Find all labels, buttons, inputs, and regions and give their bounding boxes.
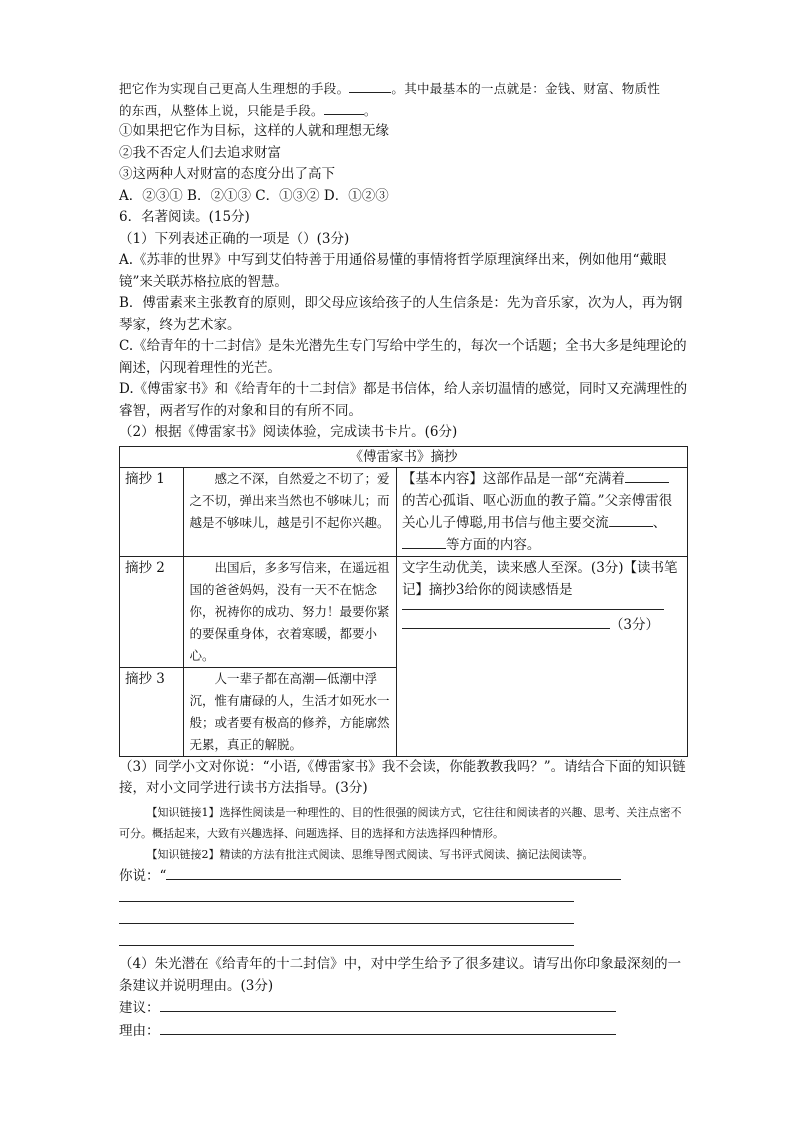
excerpt-label: 摘抄 3 (120, 667, 184, 756)
option-2: ②我不否定人们去追求财富 (119, 144, 281, 161)
reason-line: 理由： (119, 1020, 690, 1043)
answer-line[interactable] (402, 609, 664, 610)
question-6-3-stem: （3）同学小文对你说：“小语,《傅雷家书》我不会读，你能教教我吗？”。请结合下面的知识链接，对小文同学进行读书方法指导。(3分) (119, 758, 686, 796)
option-d: D.《傅雷家书》和《给青年的十二封信》都是书信体，给人亲切温情的感觉，同时又充满理性的睿智，两者写作的对象和目的有所不同。 (119, 381, 688, 419)
advice-line: 建议： (119, 997, 690, 1020)
answer-blank[interactable] (625, 468, 669, 483)
question-6-1-stem: （1）下列表述正确的一项是（）(3分) (119, 230, 350, 247)
card-title: 《傅雷家书》摘抄 (120, 446, 688, 467)
option-1: ①如果把它作为目标，这样的人就和理想无缘 (119, 123, 389, 139)
option-3: ③这两种人对财富的态度分出了高下 (119, 166, 335, 182)
question-6-4-stem: （4）朱光潜在《给青年的十二封信》中，对中学生给予了很多建议。请写出你印象最深刻的一条建议并说明理由。(3分) (119, 956, 682, 994)
question-6-2-stem: （2）根据《傅雷家书》阅读体验，完成读书卡片。(6分) (119, 424, 458, 440)
answer-line[interactable] (119, 945, 574, 946)
reading-card (119, 446, 688, 757)
reading-note-cell: 文字生动优美，读来感人至深。(3分)【读书笔记】摘抄3给你的阅读感悟是 （3分） (396, 556, 687, 756)
excerpt-label: 摘抄 2 (120, 556, 184, 667)
option-a: A.《苏菲的世界》中写到艾伯特善于用通俗易懂的事情将哲学原理演绎出来，例如他用“戴眼镜”来关联苏格拉底的智慧。 (119, 252, 667, 290)
knowledge-link-2: 【知识链接2】精读的方法有批注式阅读、思维导图式阅读、写书评式阅读、摘记法阅读等。 (146, 847, 594, 861)
excerpt-text: 感之不深，自然爱之不切了；爱之不切，弹出来当然也不够味儿；而越是不够味儿，越是引不起你兴趣。 (184, 467, 396, 556)
answer-line[interactable] (119, 923, 574, 924)
excerpt-label: 摘抄 1 (120, 467, 184, 556)
answer-line[interactable] (166, 865, 621, 880)
answer-blank[interactable] (324, 100, 364, 115)
excerpt-text: 出国后，多多写信来，在遥远祖国的爸爸妈妈，没有一天不在惦念你，祝祷你的成功、努力！最要你紧的要保重身体，衣着寒暖，都要小心。 (184, 556, 396, 667)
answer-line[interactable] (119, 901, 574, 902)
reason-input[interactable] (160, 1020, 616, 1035)
advice-input[interactable] (160, 997, 616, 1012)
choices-line: A．②③① B．②①③ C．①③② D．①②③ (119, 187, 389, 204)
answer-blank[interactable] (349, 78, 391, 93)
knowledge-link-1: 【知识链接1】选择性阅读是一种理性的、目的性很强的阅读方式，它往往和阅读者的兴趣、思考、关注点密不可分。概括起来，大致有兴趣选择、问题选择、目的选择和方法选择四种情形。 (119, 805, 682, 840)
answer-line[interactable] (402, 614, 610, 629)
option-c: C.《给青年的十二封信》是朱光潜先生专门写给中学生的，每次一个话题；全书大多是纯理论的阐述，闪现着理性的光芒。 (119, 338, 687, 376)
document-page (119, 78, 690, 1042)
intro-line-2: 的东西，从整体上说，只能是手段。 。 (119, 100, 690, 122)
basic-content-cell: 【基本内容】这部作品是一部“充满着的苦心孤诣、呕心沥血的教子篇。”父亲傅雷很关心儿子傅聪,用书信与他主要交流 、 等方面的内容。 (396, 467, 687, 556)
answer-blank[interactable] (402, 534, 446, 549)
answer-blank[interactable] (609, 512, 653, 527)
intro-line-1: 把它作为实现自己更高人生理想的手段。 。其中最基本的一点就是：金钱、财富、物质性 (119, 78, 690, 100)
you-say-line: 你说：“ (119, 865, 690, 888)
excerpt-text: 人一辈子都在高潮—低潮中浮沉，惟有庸碌的人，生活才如死水一般；或者要有极高的修养，方能廓然无累，真正的解脱。 (184, 667, 396, 756)
question-6-title: 6．名著阅读。(15分) (119, 209, 250, 225)
option-b: B．傅雷素来主张教育的原则，即父母应该给孩子的人生信条是：先为音乐家，次为人，再为钢琴家，终为艺术家。 (119, 295, 683, 333)
